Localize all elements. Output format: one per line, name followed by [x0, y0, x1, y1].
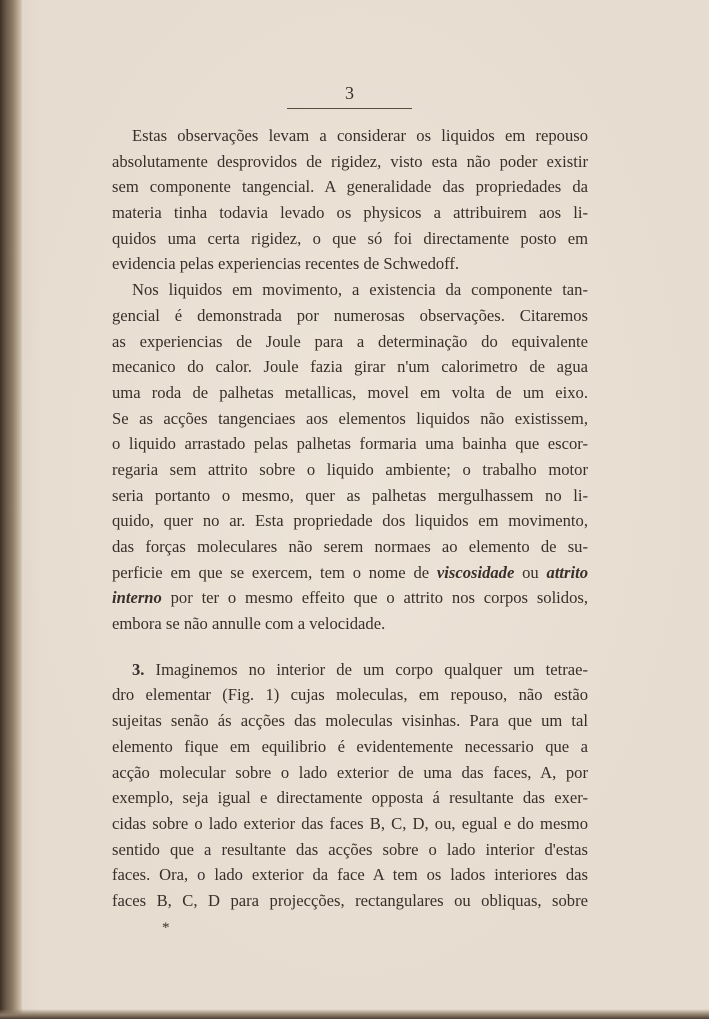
term-interno: interno [112, 588, 162, 608]
text-line: sem componente tangencial. A generalidade das propriedades da [112, 177, 588, 197]
text-line: dro elementar (Fig. 1) cujas moleculas, em repouso, não estão [112, 685, 588, 705]
text-line: mecanico do calor. Joule fazia girar n'um calorimetro de agua [112, 357, 588, 377]
text-line: Se as acções tangenciaes aos elementos liquidos não existissem, [112, 408, 588, 428]
text-line: acção molecular sobre o lado exterior de uma das faces, A, por [112, 762, 588, 782]
paragraph-1 [112, 123, 588, 277]
section-first-line [112, 657, 588, 683]
text-line: evidencia pelas experiencias recentes de Schwedoff. [112, 254, 460, 274]
text-line: cidas sobre o lado exterior das faces B, C, D, ou, egual e do mesmo [112, 813, 588, 833]
text-line: faces B, C, D para projecções, rectangulares ou obliquas, sobre [112, 890, 588, 910]
text-line: regaria sem attrito sobre o liquido ambiente; o trabalho motor [112, 459, 588, 479]
header-rule [287, 108, 412, 109]
text-line: das forças moleculares não serem normaes ao elemento de su- [112, 537, 588, 556]
term-attrito: attrito [546, 562, 588, 582]
term-viscosidade: viscosidade [436, 562, 515, 582]
text-line: o liquido arrastado pelas palhetas formaria uma bainha que escor- [112, 434, 588, 454]
section-number: 3. [132, 659, 145, 679]
text-fragment: por ter o mesmo effeito que o attrito nos corpos solidos, [161, 588, 588, 608]
text-fragment: perficie em que se exercem, tem o nome de [112, 562, 437, 582]
paragraph-2 [112, 277, 588, 637]
text-line: elemento fique em equilibrio é evidentemente necessario que a [112, 736, 588, 756]
text-line: uma roda de palhetas metallicas, movel em volta de um eixo. [112, 382, 588, 402]
text-fragment: Imaginemos no interior de um corpo qualquer um tetrae- [144, 659, 588, 679]
section-gap [112, 637, 588, 657]
text-line: Nos liquidos em movimento, a existencia da componente tan- [132, 280, 588, 300]
text-fragment: ou [514, 562, 547, 582]
text-line: seria portanto o mesmo, quer as palhetas mergulhassem no li- [112, 485, 588, 505]
text-line: gencial é demonstrada por numerosas observações. Citaremos [112, 305, 588, 325]
text-line-with-term [112, 585, 588, 611]
text-line: materia tinha todavia levado os physicos a attribuirem aos li- [112, 203, 588, 223]
text-line: sujeitas senão ás acções das moleculas visinhas. Para que um tal [112, 711, 588, 731]
text-line: exemplo, seja igual e directamente opposta á resultante das exer- [112, 788, 588, 808]
text-line: quidos uma certa rigidez, o que só foi directamente posto em [112, 228, 588, 248]
text-line: as experiencias de Joule para a determinação do equivalente [112, 331, 588, 351]
page-bottom-edge [0, 1009, 709, 1019]
book-spine-shadow [0, 0, 22, 1019]
text-line: faces. Ora, o lado exterior da face A tem os lados interiores das [112, 865, 588, 885]
page-text-block [112, 80, 588, 938]
text-line: embora se não annulle com a velocidade. [112, 614, 386, 634]
page-number: 3 [345, 83, 354, 103]
signature-mark: * [162, 919, 170, 936]
text-line: quido, quer no ar. Esta propriedade dos liquidos em movimento, [112, 511, 588, 531]
text-line-with-term [112, 560, 588, 586]
text-line: absolutamente desprovidos de rigidez, visto esta não poder existir [112, 151, 588, 171]
section-3 [112, 657, 588, 914]
text-line: sentido que a resultante das acções sobre o lado interior d'estas [112, 839, 588, 859]
text-line: Estas observações levam a considerar os liquidos em repouso [132, 126, 588, 145]
